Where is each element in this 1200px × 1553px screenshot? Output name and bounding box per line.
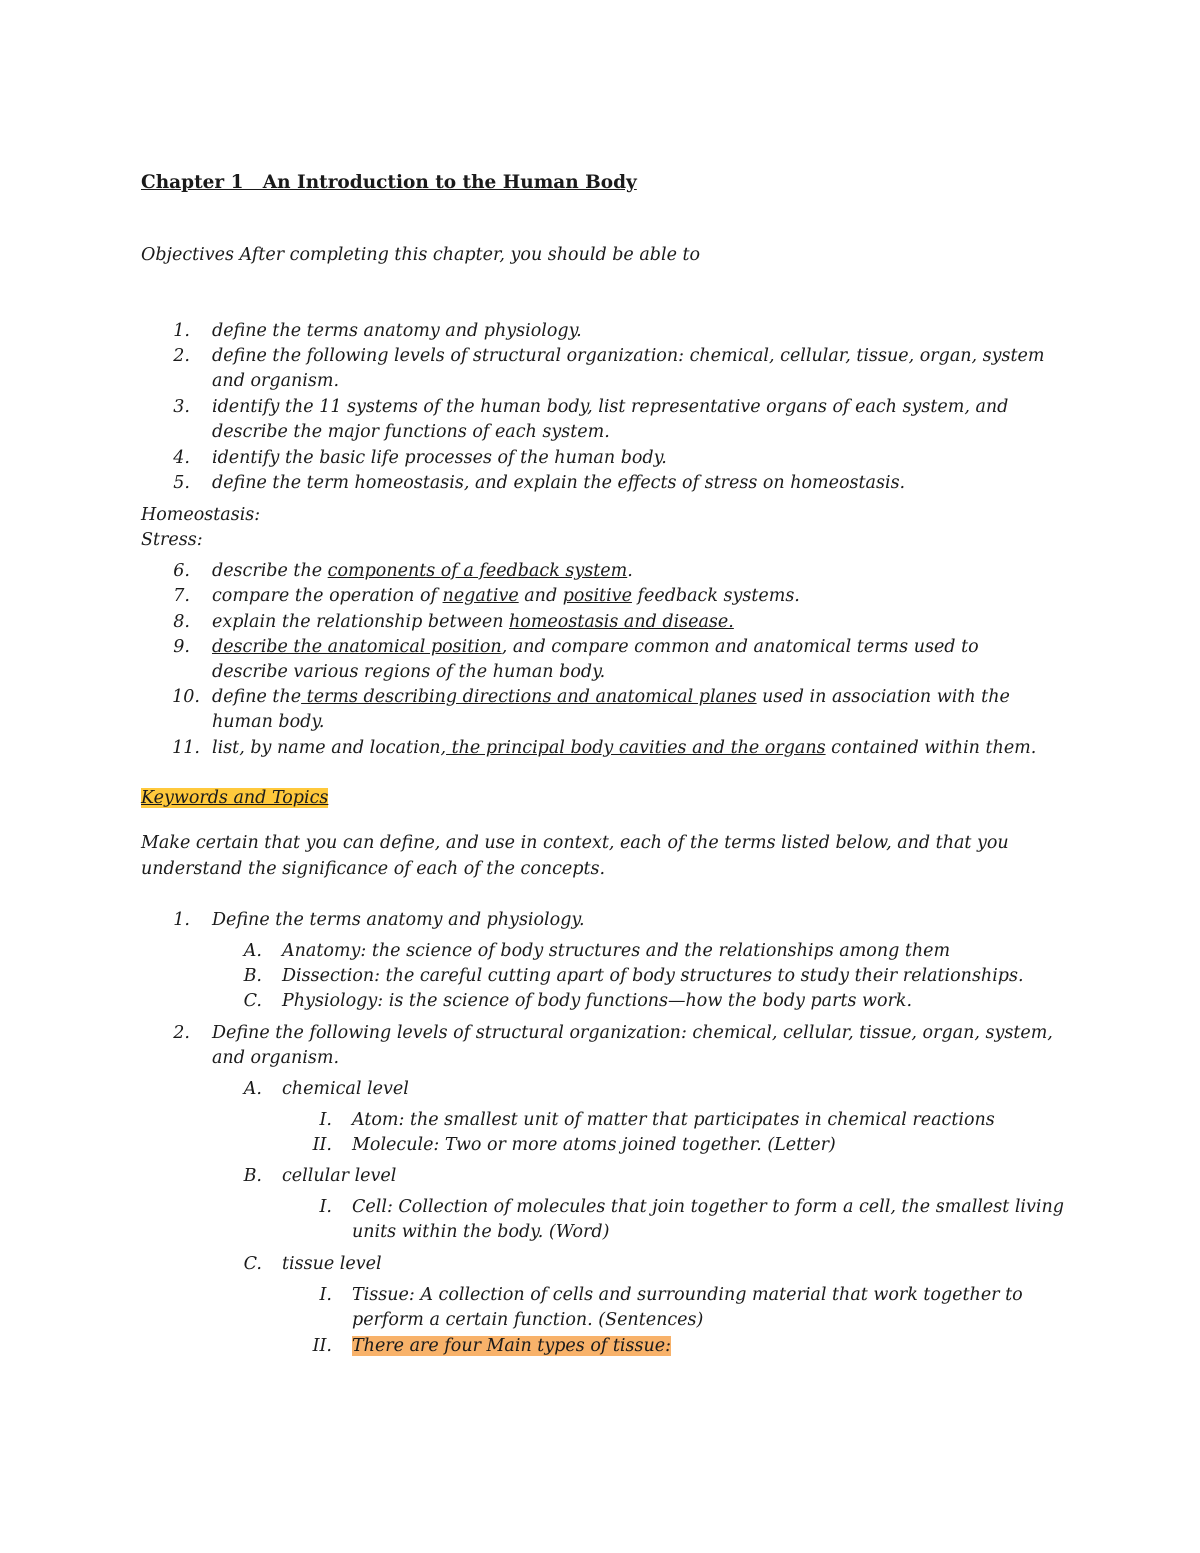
objective-number: 5.	[173, 473, 190, 493]
objective-text: identify the basic life processes of the human body.	[212, 448, 667, 468]
subitem-letter: C.	[243, 1254, 262, 1274]
objective-text: list, by name and location, the principal body cavities and the organs contained within them.	[212, 738, 1037, 758]
objective-text: define the terms anatomy and physiology.	[212, 321, 582, 341]
roman-numeral: I.	[319, 1197, 332, 1217]
topic-text: and organism.	[212, 1048, 340, 1068]
underlined-term: the principal body cavities and the organs	[446, 738, 826, 758]
keywords-intro: understand the significance of each of the concepts.	[141, 859, 606, 879]
objective-text: describe the major functions of each system.	[212, 422, 610, 442]
subitem-letter: A.	[243, 941, 262, 961]
objective-number: 2.	[173, 346, 190, 366]
objective-text: human body.	[212, 712, 325, 732]
roman-item-text	[352, 1334, 671, 1359]
subitem-letter: A.	[243, 1079, 262, 1099]
underlined-term: components of a feedback system	[327, 561, 628, 581]
homeostasis-label: Homeostasis:	[141, 505, 261, 525]
objective-text: define the terms describing directions and anatomical planes used in association with the	[212, 687, 1010, 707]
chapter-title: Chapter 1 An Introduction to the Human Body	[141, 172, 637, 193]
objective-number: 6.	[173, 561, 190, 581]
roman-item-text: Atom: the smallest unit of matter that participates in chemical reactions	[352, 1110, 995, 1130]
objective-text: compare the operation of negative and positive feedback systems.	[212, 586, 800, 606]
subitem-letter: C.	[243, 991, 262, 1011]
topic-number: 2.	[173, 1023, 190, 1043]
underlined-term: describe the anatomical position	[212, 637, 502, 657]
topic-text: Define the terms anatomy and physiology.	[212, 910, 585, 930]
topic-text: Define the following levels of structural organization: chemical, cellular, tissue, organ, system,	[212, 1023, 1053, 1043]
subitem-letter: B.	[243, 1166, 262, 1186]
subitem-text: tissue level	[282, 1254, 382, 1274]
objective-number: 8.	[173, 612, 190, 632]
objective-number: 9.	[173, 637, 190, 657]
objective-text: and organism.	[212, 371, 340, 391]
subitem-text: Anatomy: the science of body structures and the relationships among them	[282, 941, 951, 961]
keywords-intro: Make certain that you can define, and use in context, each of the terms listed below, and that you	[141, 833, 1009, 853]
roman-item-text: Molecule: Two or more atoms joined together. (Letter)	[352, 1135, 836, 1155]
subitem-text: Dissection: the careful cutting apart of body structures to study their relationships.	[282, 966, 1024, 986]
objective-number: 4.	[173, 448, 190, 468]
objective-text: define the term homeostasis, and explain the effects of stress on homeostasis.	[212, 473, 906, 493]
roman-item-text: perform a certain function. (Sentences)	[352, 1310, 704, 1330]
topic-number: 1.	[173, 910, 190, 930]
objective-number: 3.	[173, 397, 190, 417]
objective-text: identify the 11 systems of the human body, list representative organs of each system, and	[212, 397, 1009, 417]
roman-numeral: I.	[319, 1110, 332, 1130]
objective-number: 7.	[173, 586, 190, 606]
objective-text: explain the relationship between homeostasis and disease.	[212, 612, 734, 632]
roman-numeral: II.	[312, 1336, 332, 1356]
objectives-intro: Objectives After completing this chapter, you should be able to	[141, 245, 701, 265]
roman-numeral: II.	[312, 1135, 332, 1155]
objective-text: describe the components of a feedback system.	[212, 561, 633, 581]
underlined-term: homeostasis and disease.	[509, 612, 734, 632]
objective-number: 11.	[172, 738, 200, 758]
objective-text: define the following levels of structural organization: chemical, cellular, tissue, organ, system	[212, 346, 1045, 366]
subitem-text: chemical level	[282, 1079, 409, 1099]
keywords-heading: Keywords and Topics	[141, 788, 329, 808]
roman-numeral: I.	[319, 1285, 332, 1305]
objective-text: describe various regions of the human body.	[212, 662, 606, 682]
subitem-text: Physiology: is the science of body functions—how the body parts work.	[282, 991, 913, 1011]
underlined-term: positive	[562, 586, 632, 606]
roman-item-text: Tissue: A collection of cells and surrounding material that work together to	[352, 1285, 1023, 1305]
roman-item-text: Cell: Collection of molecules that join together to form a cell, the smallest living	[352, 1197, 1064, 1217]
objective-text: describe the anatomical position, and compare common and anatomical terms used to	[212, 637, 979, 657]
objective-number: 10.	[172, 687, 200, 707]
subitem-text: cellular level	[282, 1166, 397, 1186]
subitem-letter: B.	[243, 966, 262, 986]
highlighted-text: There are four Main types of tissue:	[352, 1336, 672, 1356]
stress-label: Stress:	[141, 530, 203, 550]
underlined-term: negative	[442, 586, 519, 606]
objective-number: 1.	[173, 321, 190, 341]
underlined-term: terms describing directions and anatomical planes	[301, 687, 757, 707]
roman-item-text: units within the body. (Word)	[352, 1222, 610, 1242]
